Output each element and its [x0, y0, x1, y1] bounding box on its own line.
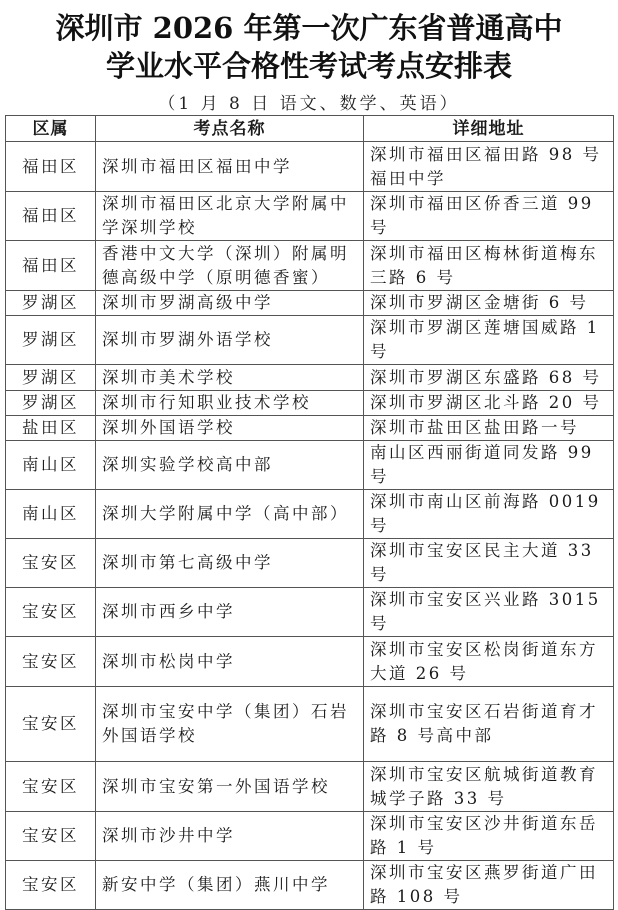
- cell-venue-name: 深圳市第七高级中学: [96, 539, 364, 588]
- cell-district: 宝安区: [6, 812, 96, 861]
- cell-address: 深圳市宝安区燕罗街道广田路 108 号: [364, 861, 614, 910]
- table-row: [6, 416, 614, 441]
- cell-address: 深圳市盐田区盐田路一号: [364, 416, 614, 441]
- table-row: [6, 391, 614, 416]
- cell-district: 南山区: [6, 441, 96, 490]
- cell-district: 南山区: [6, 490, 96, 539]
- exam-date-subjects: （1 月 8 日 语文、数学、英语）: [158, 94, 460, 114]
- cell-district: 福田区: [6, 142, 96, 192]
- table-row: [6, 539, 614, 588]
- cell-district: 罗湖区: [6, 391, 96, 416]
- table-row: [6, 142, 614, 192]
- table-row: [6, 192, 614, 241]
- cell-venue-name: 深圳市松岗中学: [96, 637, 364, 687]
- table-row: [6, 637, 614, 687]
- table-row: [6, 291, 614, 316]
- document-title-line-1: 深圳市 2026 年第一次广东省普通高中: [55, 11, 563, 45]
- cell-address: 深圳市罗湖区莲塘国威路 1 号: [364, 316, 614, 365]
- cell-venue-name: 深圳市沙井中学: [96, 812, 364, 861]
- table-row: [6, 241, 614, 291]
- header-district: 区属: [6, 116, 96, 142]
- cell-address: 深圳市罗湖区东盛路 68 号: [364, 365, 614, 391]
- cell-address: 深圳市福田区梅林街道梅东三路 6 号: [364, 241, 614, 291]
- cell-district: 福田区: [6, 241, 96, 291]
- cell-district: 宝安区: [6, 588, 96, 637]
- cell-venue-name: 深圳外国语学校: [96, 416, 364, 441]
- cell-address: 深圳市宝安区民主大道 33 号: [364, 539, 614, 588]
- cell-address: 南山区西丽街道同发路 99 号: [364, 441, 614, 490]
- cell-district: 盐田区: [6, 416, 96, 441]
- table-row: [6, 687, 614, 762]
- table-row: [6, 762, 614, 812]
- cell-venue-name: 深圳市西乡中学: [96, 588, 364, 637]
- header-venue-name: 考点名称: [96, 116, 364, 142]
- cell-address: 深圳市宝安区沙井街道东岳路 1 号: [364, 812, 614, 861]
- table-body: [6, 142, 614, 910]
- table-header-row: [6, 116, 614, 142]
- table-row: [6, 316, 614, 365]
- cell-venue-name: 深圳大学附属中学（高中部）: [96, 490, 364, 539]
- cell-address: 深圳市福田区侨香三道 99 号: [364, 192, 614, 241]
- cell-district: 宝安区: [6, 539, 96, 588]
- cell-venue-name: 深圳市宝安第一外国语学校: [96, 762, 364, 812]
- table-row: [6, 812, 614, 861]
- cell-venue-name: 深圳实验学校高中部: [96, 441, 364, 490]
- table-row: [6, 365, 614, 391]
- cell-district: 罗湖区: [6, 291, 96, 316]
- cell-address: 深圳市罗湖区金塘街 6 号: [364, 291, 614, 316]
- table-row: [6, 861, 614, 910]
- cell-venue-name: 深圳市罗湖外语学校: [96, 316, 364, 365]
- cell-address: 深圳市罗湖区北斗路 20 号: [364, 391, 614, 416]
- cell-venue-name: 香港中文大学（深圳）附属明德高级中学（原明德香蜜）: [96, 241, 364, 291]
- cell-address: 深圳市宝安区兴业路 3015 号: [364, 588, 614, 637]
- cell-venue-name: 深圳市宝安中学（集团）石岩外国语学校: [96, 687, 364, 762]
- cell-venue-name: 深圳市福田区福田中学: [96, 142, 364, 192]
- header-address: 详细地址: [364, 116, 614, 142]
- cell-address: 深圳市福田区福田路 98 号福田中学: [364, 142, 614, 192]
- cell-address: 深圳市宝安区石岩街道育才路 8 号高中部: [364, 687, 614, 762]
- cell-district: 宝安区: [6, 861, 96, 910]
- cell-district: 福田区: [6, 192, 96, 241]
- cell-address: 深圳市宝安区航城街道教育城学子路 33 号: [364, 762, 614, 812]
- cell-venue-name: 深圳市福田区北京大学附属中学深圳学校: [96, 192, 364, 241]
- cell-venue-name: 新安中学（集团）燕川中学: [96, 861, 364, 910]
- document-title-line-2: 学业水平合格性考试考点安排表: [105, 49, 512, 83]
- cell-district: 宝安区: [6, 637, 96, 687]
- exam-venue-table: [5, 115, 614, 910]
- table-row: [6, 588, 614, 637]
- cell-district: 罗湖区: [6, 316, 96, 365]
- table-row: [6, 490, 614, 539]
- table-row: [6, 441, 614, 490]
- cell-venue-name: 深圳市行知职业技术学校: [96, 391, 364, 416]
- cell-district: 罗湖区: [6, 365, 96, 391]
- cell-address: 深圳市南山区前海路 0019 号: [364, 490, 614, 539]
- cell-venue-name: 深圳市罗湖高级中学: [96, 291, 364, 316]
- cell-venue-name: 深圳市美术学校: [96, 365, 364, 391]
- cell-district: 宝安区: [6, 762, 96, 812]
- cell-district: 宝安区: [6, 687, 96, 762]
- cell-address: 深圳市宝安区松岗街道东方大道 26 号: [364, 637, 614, 687]
